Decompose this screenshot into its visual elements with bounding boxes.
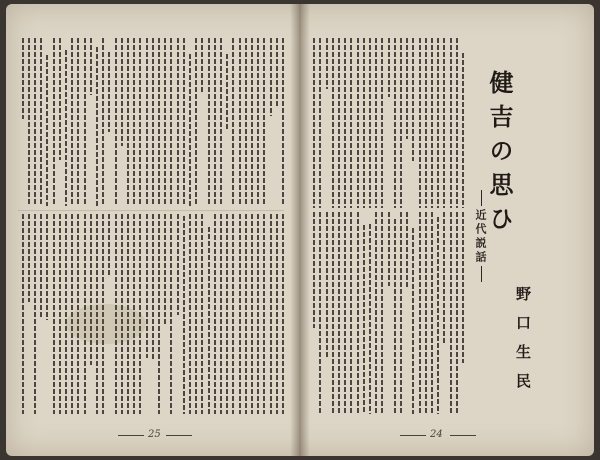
- text-column: [400, 38, 402, 208]
- text-column: [201, 214, 203, 414]
- text-column: [332, 212, 334, 414]
- text-column: [34, 38, 36, 206]
- text-column: [189, 54, 191, 206]
- text-column: [232, 214, 234, 414]
- text-column: [239, 38, 241, 206]
- text-column: [34, 214, 36, 414]
- text-column: [270, 214, 272, 414]
- text-column: [158, 214, 160, 414]
- text-column: [239, 214, 241, 414]
- text-column: [388, 212, 390, 286]
- text-column: [431, 212, 433, 414]
- text-column: [400, 212, 402, 414]
- text-column: [220, 214, 222, 414]
- text-column: [313, 212, 315, 328]
- text-column: [375, 38, 377, 208]
- text-column: [375, 212, 377, 414]
- text-column: [158, 38, 160, 206]
- text-column: [245, 38, 247, 206]
- text-column: [226, 214, 228, 414]
- text-column: [419, 38, 421, 208]
- page-number-rule-right: [400, 435, 426, 436]
- left-page: [6, 4, 296, 456]
- text-column: [164, 38, 166, 206]
- subtitle-dash-bottom: [481, 266, 482, 282]
- text-column: [133, 38, 135, 206]
- text-column: [177, 214, 179, 315]
- text-column: [108, 52, 110, 132]
- article-subtitle: 近代説話: [474, 209, 487, 265]
- text-column: [282, 214, 284, 414]
- text-column: [319, 212, 321, 414]
- page-number-rule-right-2: [450, 435, 476, 436]
- text-column: [270, 38, 272, 116]
- text-column: [257, 38, 259, 206]
- text-column: [326, 212, 328, 359]
- text-column: [96, 47, 98, 206]
- text-column: [40, 38, 42, 206]
- text-column: [146, 214, 148, 358]
- text-column: [394, 38, 396, 208]
- text-column: [59, 38, 61, 160]
- text-column: [419, 212, 421, 414]
- text-column: [195, 38, 197, 206]
- text-column: [208, 227, 210, 414]
- text-column: [350, 212, 352, 414]
- text-column: [319, 38, 321, 208]
- text-column: [456, 212, 458, 414]
- text-column: [257, 214, 259, 414]
- text-column: [357, 212, 359, 414]
- text-column: [65, 50, 67, 206]
- text-column: [53, 38, 55, 206]
- text-column: [121, 38, 123, 146]
- text-column: [208, 38, 210, 206]
- text-column: [276, 214, 278, 414]
- text-column: [214, 38, 216, 206]
- text-column: [363, 225, 365, 414]
- text-column: [443, 38, 445, 208]
- text-column: [22, 214, 24, 414]
- text-column: [226, 54, 228, 131]
- article-author: 野口生民: [514, 286, 532, 402]
- text-column: [170, 214, 172, 414]
- text-column: [369, 224, 371, 414]
- text-column: [40, 214, 42, 317]
- text-column: [326, 38, 328, 89]
- text-column: [139, 38, 141, 206]
- text-column: [189, 214, 191, 414]
- left-mid-rule: [18, 210, 284, 211]
- text-column: [108, 214, 110, 277]
- text-column: [146, 38, 148, 206]
- text-column: [59, 214, 61, 414]
- paper-stain: [66, 304, 146, 344]
- text-column: [344, 212, 346, 414]
- text-column: [450, 212, 452, 414]
- left-upper-text-block: [16, 38, 288, 206]
- right-page: [304, 4, 594, 456]
- text-column: [276, 38, 278, 108]
- text-column: [183, 216, 185, 414]
- text-column: [462, 53, 464, 208]
- text-column: [381, 38, 383, 208]
- text-column: [115, 38, 117, 206]
- text-column: [431, 38, 433, 208]
- article-title: 健吉の思ひ: [485, 70, 514, 240]
- text-column: [65, 214, 67, 414]
- text-column: [77, 38, 79, 206]
- page-number-rule-left-2: [166, 435, 192, 436]
- text-column: [164, 214, 166, 325]
- text-column: [462, 212, 464, 363]
- page-number-rule-left: [118, 435, 144, 436]
- left-lower-text-block: [16, 214, 288, 414]
- text-column: [425, 212, 427, 414]
- text-column: [412, 228, 414, 414]
- text-column: [363, 38, 365, 208]
- text-column: [220, 38, 222, 206]
- text-column: [450, 38, 452, 208]
- text-column: [381, 212, 383, 414]
- text-column: [338, 212, 340, 414]
- text-column: [201, 38, 203, 94]
- text-column: [102, 38, 104, 206]
- right-lower-text-block: [308, 212, 468, 414]
- text-column: [456, 38, 458, 208]
- text-column: [46, 214, 48, 320]
- text-column: [394, 219, 396, 414]
- right-upper-text-block: [308, 38, 468, 208]
- text-column: [84, 38, 86, 206]
- text-column: [388, 38, 390, 97]
- text-column: [338, 38, 340, 208]
- text-column: [263, 214, 265, 414]
- text-column: [282, 38, 284, 206]
- text-column: [332, 38, 334, 208]
- text-column: [406, 38, 408, 139]
- text-column: [251, 38, 253, 206]
- text-column: [232, 38, 234, 206]
- text-column: [263, 38, 265, 206]
- text-column: [152, 214, 154, 361]
- text-column: [195, 214, 197, 414]
- text-column: [183, 38, 185, 206]
- text-column: [170, 38, 172, 206]
- text-column: [71, 38, 73, 206]
- text-column: [28, 214, 30, 302]
- text-column: [406, 212, 408, 287]
- page-number-left: 25: [148, 429, 161, 440]
- text-column: [214, 214, 216, 414]
- text-column: [46, 55, 48, 206]
- text-column: [127, 38, 129, 206]
- text-column: [437, 38, 439, 208]
- text-column: [313, 38, 315, 208]
- text-column: [344, 38, 346, 208]
- text-column: [28, 38, 30, 206]
- text-column: [152, 38, 154, 206]
- text-column: [350, 38, 352, 208]
- text-column: [357, 38, 359, 208]
- text-column: [245, 214, 247, 414]
- text-column: [90, 38, 92, 95]
- text-column: [251, 214, 253, 414]
- text-column: [22, 38, 24, 119]
- text-column: [369, 38, 371, 208]
- text-column: [412, 38, 414, 161]
- subtitle-dash-top: [481, 190, 482, 206]
- book-spread: [6, 4, 594, 456]
- text-column: [425, 38, 427, 208]
- text-column: [443, 212, 445, 345]
- text-column: [437, 217, 439, 414]
- text-column: [53, 214, 55, 414]
- page-number-right: 24: [430, 429, 443, 440]
- text-column: [177, 38, 179, 206]
